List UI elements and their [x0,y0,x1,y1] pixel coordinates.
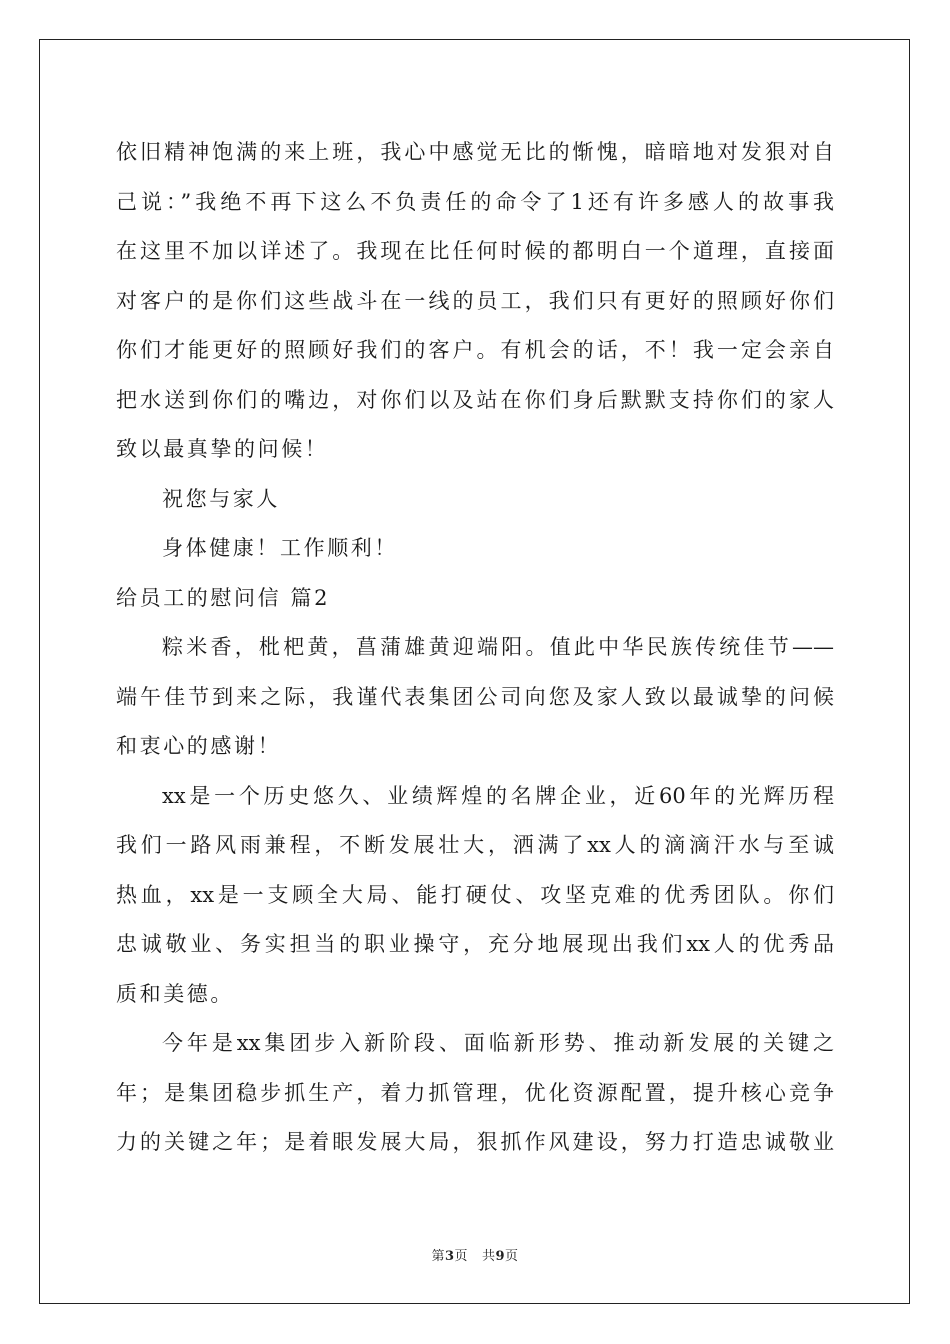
page-footer [0,1245,950,1264]
text-line: 年；是集团稳步抓生产，着力抓管理，优化资源配置，提升核心竞争 [116,1080,834,1105]
current-page-number: 3 [444,1249,455,1264]
text-line: 今年是xx集团步入新阶段、面临新形势、推动新发展的关键之 [162,1031,834,1055]
total-prefix: 共 [481,1249,496,1264]
text-line: 质和美德。 [116,981,234,1006]
text-line: 对客户的是你们这些战斗在一线的员工，我们只有更好的照顾好你们 [116,288,834,313]
text-line: 把水送到你们的嘴边，对你们以及站在你们身后默默支持你们的家人 [116,387,834,412]
document-body [116,128,834,1168]
text-line: 给员工的慰问信 篇2 [116,585,331,610]
text-line: 我们一路风雨兼程，不断发展壮大，洒满了xx人的滴滴汗水与至诚 [116,833,834,857]
text-line: 你们才能更好的照顾好我们的客户。有机会的话，不！我一定会亲自 [116,338,834,362]
text-line: xx是一个历史悠久、业绩辉煌的名牌企业，近60年的光辉历程 [162,783,834,808]
total-suffix: 页 [505,1249,519,1264]
text-line: 己说：”我绝不再下这么不负责任的命令了1还有许多感人的故事我 [116,189,834,214]
text-line: 祝您与家人 [162,486,280,511]
text-line: 热血，xx是一支顾全大局、能打硬仗、攻坚克难的优秀团队。你们 [116,882,834,907]
text-line: 致以最真挚的问候！ [116,437,329,461]
page-suffix: 页 [454,1249,469,1264]
page-prefix: 第 [431,1249,445,1264]
text-line: 忠诚敬业、务实担当的职业操守，充分地展现出我们xx人的优秀品 [116,932,834,956]
text-line: 力的关键之年；是着眼发展大局，狠抓作风建设，努力打造忠诚敬业 [116,1130,834,1154]
text-line: 在这里不加以详述了。我现在比任何时候的都明白一个道理，直接面 [116,239,834,263]
text-line: 粽米香，枇杷黄，菖蒲雄黄迎端阳。值此中华民族传统佳节—— [162,635,834,659]
text-line: 身体健康！工作顺利！ [162,536,398,560]
text-line: 端午佳节到来之际，我谨代表集团公司向您及家人致以最诚挚的问候 [116,684,834,709]
text-line: 和衷心的感谢！ [116,734,282,758]
total-page-number: 9 [495,1249,506,1264]
text-line: 依旧精神饱满的来上班，我心中感觉无比的惭愧，暗暗地对发狠对自 [116,140,834,164]
